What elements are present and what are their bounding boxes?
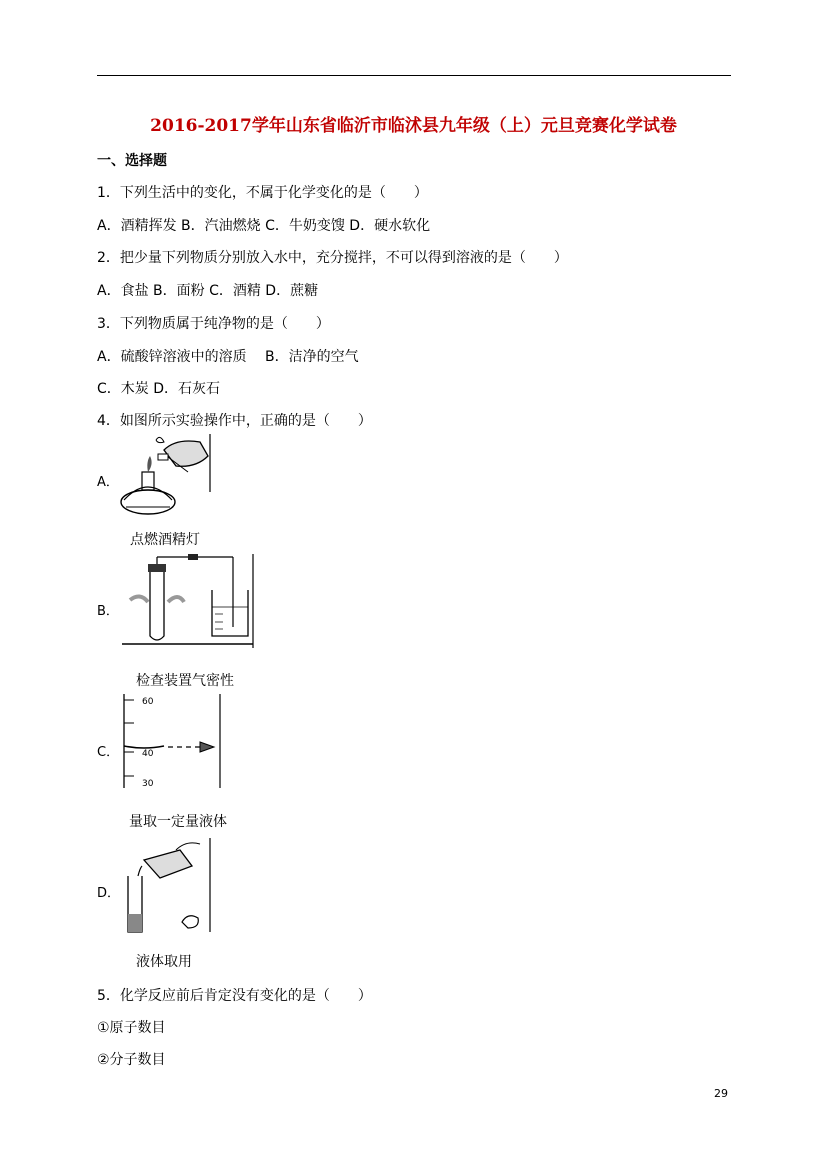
cylinder-tick-60: 60 xyxy=(142,697,154,707)
option-b-caption: 检查装置气密性 xyxy=(136,673,234,689)
question-1: 1．下列生活中的变化，不属于化学变化的是（ ） xyxy=(97,185,428,201)
graduated-cylinder-reading-figure xyxy=(120,692,225,796)
cylinder-tick-40: 40 xyxy=(142,749,154,759)
option-a-label: A． xyxy=(97,475,119,490)
section-heading: 一、选择题 xyxy=(97,153,167,169)
option-d-caption: 液体取用 xyxy=(136,954,192,970)
option-c-caption: 量取一定量液体 xyxy=(129,814,227,830)
question-3-options-line-1: A．硫酸锌溶液中的溶质 B．洁净的空气 xyxy=(97,349,359,365)
option-c-label: C． xyxy=(97,745,120,760)
question-3-options-line-2: C．木炭 D．石灰石 xyxy=(97,381,221,397)
airtightness-check-figure xyxy=(120,552,255,656)
question-5: 5．化学反应前后肯定没有变化的是（ ） xyxy=(97,988,372,1004)
option-a-caption: 点燃酒精灯 xyxy=(130,532,200,548)
question-2: 2．把少量下列物质分别放入水中，充分搅拌，不可以得到溶液的是（ ） xyxy=(97,250,568,266)
question-1-options: A．酒精挥发 B．汽油燃烧 C．牛奶变馊 D．硬水软化 xyxy=(97,218,431,234)
option-d-label: D． xyxy=(97,886,121,901)
pouring-liquid-figure xyxy=(120,836,215,940)
page-title: 2016-2017学年山东省临沂市临沭县九年级（上）元旦竞赛化学试卷 xyxy=(150,116,677,136)
option-b-label: B． xyxy=(97,604,119,619)
header-rule xyxy=(97,75,731,76)
question-5-item-2: ②分子数目 xyxy=(97,1052,166,1068)
question-5-item-1: ①原子数目 xyxy=(97,1020,166,1036)
question-3: 3．下列物质属于纯净物的是（ ） xyxy=(97,316,330,332)
question-2-options: A．食盐 B．面粉 C．酒精 D．蔗糖 xyxy=(97,283,319,299)
page-number: 29 xyxy=(714,1087,728,1100)
question-4: 4．如图所示实验操作中，正确的是（ ） xyxy=(97,413,372,429)
cylinder-tick-30: 30 xyxy=(142,779,154,789)
alcohol-lamp-lighting-figure xyxy=(120,432,215,526)
